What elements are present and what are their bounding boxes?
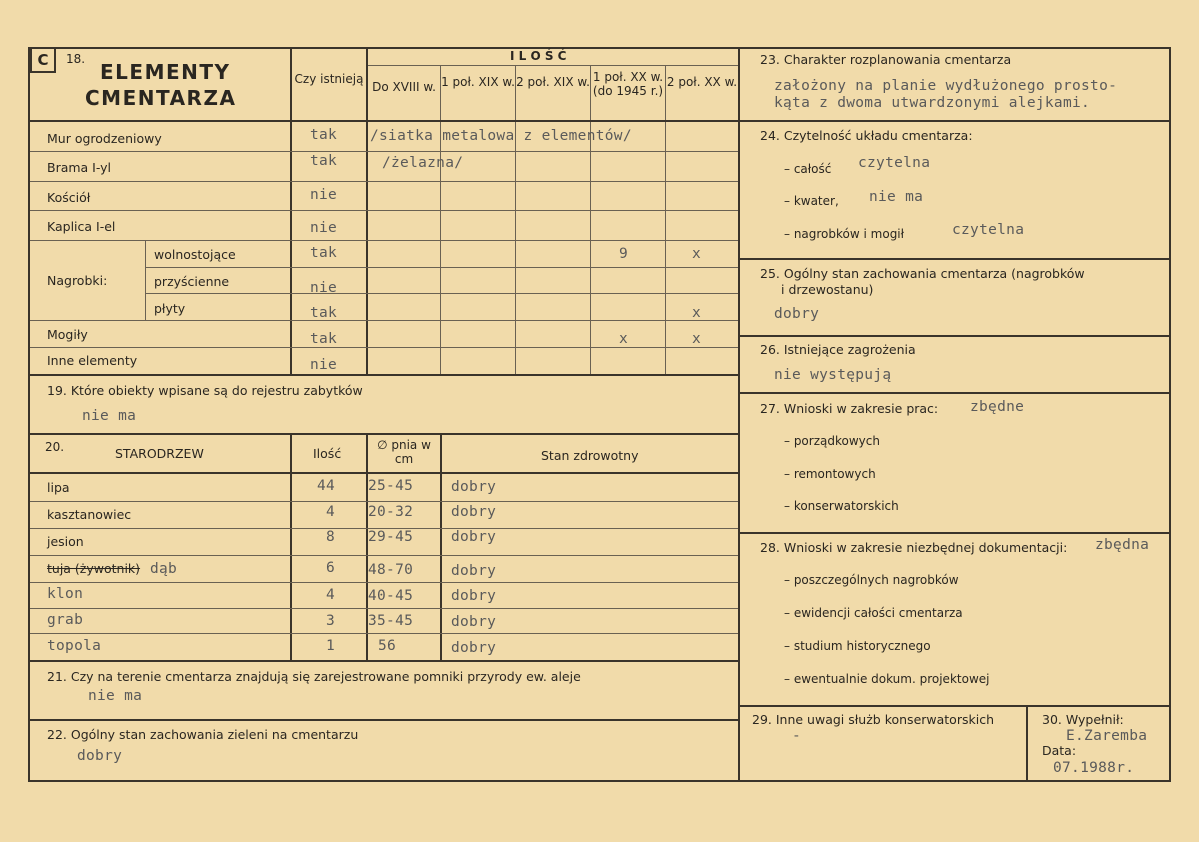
col-2pol-xx: 2 poł. XX w. xyxy=(666,75,738,89)
tree-name: kasztanowiec xyxy=(47,507,132,522)
tree-name: grab xyxy=(47,612,84,628)
wolnostojace-1polxx: 9 xyxy=(619,246,629,262)
tree-qty: 44 xyxy=(317,478,336,494)
tree-row-line xyxy=(30,608,738,609)
s28-item: – ewentualnie dokum. projektowej xyxy=(784,672,990,686)
s26-value: nie występują xyxy=(774,367,892,383)
tree-bottom-line xyxy=(28,660,740,662)
s24-item-label: – kwater, xyxy=(784,194,839,208)
s29-s30-divider xyxy=(1026,705,1028,782)
section-18-number: 18. xyxy=(66,52,86,66)
s23-line1: założony na planie wydłużonego prosto- xyxy=(774,78,1118,94)
tree-health: dobry xyxy=(451,640,497,656)
tree-health: dobry xyxy=(451,588,497,604)
tree-diameter: 25-45 xyxy=(368,478,414,494)
tree-health: dobry xyxy=(451,614,497,630)
mogily-1polxx: x xyxy=(619,331,629,347)
tree-row-line xyxy=(30,555,738,556)
tree-qty: 1 xyxy=(326,638,336,654)
s23-line2: kąta z dwoma utwardzonymi alejkami. xyxy=(774,95,1091,111)
row-przyscienne: przyścienne xyxy=(154,274,230,289)
note-siatka: /siatka metalowa z elementów/ xyxy=(370,128,632,144)
s27-label: 27. Wnioski w zakresie prac: xyxy=(760,401,939,416)
col-do-xviii: Do XVIII w. xyxy=(372,80,436,94)
s30-date: 07.1988r. xyxy=(1053,760,1135,776)
s25-value: dobry xyxy=(774,306,820,322)
exists-mur: tak xyxy=(310,127,338,143)
s24-item-label: – nagrobków i mogił xyxy=(784,227,905,241)
row-inne: Inne elementy xyxy=(47,353,138,368)
s21-value: nie ma xyxy=(88,688,143,704)
elements-bottom-line xyxy=(28,374,740,376)
col-1pol-xix: 1 poł. XIX w. xyxy=(441,75,515,89)
s20-col-qty: Ilość xyxy=(313,446,342,461)
tree-diameter: 20-32 xyxy=(368,504,414,520)
row-brama: Brama I-yl xyxy=(47,160,112,175)
tree-name-struck: tuja (żywotnik) xyxy=(47,561,141,576)
row-line xyxy=(30,181,738,182)
tree-diameter: 29-45 xyxy=(368,529,414,545)
s28-value: zbędna xyxy=(1095,537,1150,553)
tree-name: klon xyxy=(47,586,84,602)
row-line xyxy=(30,320,738,321)
s27-bottom-line xyxy=(740,532,1171,534)
s26-label: 26. Istniejące zagrożenia xyxy=(760,342,916,357)
s25-label: 25. Ogólny stan zachowania cmentarza (nagrobków xyxy=(760,266,1085,281)
s25-bottom-line xyxy=(740,335,1171,337)
exists-mogily: tak xyxy=(310,331,338,347)
exists-kosciol: nie xyxy=(310,187,338,203)
wolnostojace-2polxx: x xyxy=(692,246,702,262)
exists-brama: tak xyxy=(310,153,338,169)
column-divider xyxy=(738,47,740,782)
s28-label: 28. Wnioski w zakresie niezbędnej dokumentacji: xyxy=(760,540,1068,555)
tree-qty: 6 xyxy=(326,560,336,576)
tree-diameter: 35-45 xyxy=(368,613,414,629)
s23-bottom-line xyxy=(740,120,1171,122)
s24-item-value: nie ma xyxy=(869,189,924,205)
tree-name: topola xyxy=(47,638,102,654)
title-line1: ELEMENTY xyxy=(100,60,231,84)
s22-value: dobry xyxy=(77,748,123,764)
row-line xyxy=(145,293,738,294)
s24-item-value: czytelna xyxy=(952,222,1025,238)
exists-kaplica: nie xyxy=(310,220,338,236)
row-line xyxy=(30,347,738,348)
exists-inne: nie xyxy=(310,357,338,373)
s28-item: – poszczególnych nagrobków xyxy=(784,573,959,587)
row-nagrobki: Nagrobki: xyxy=(47,273,108,288)
s30-label: 30. Wypełnił: xyxy=(1042,712,1124,727)
row-line xyxy=(30,240,738,241)
s23-label: 23. Charakter rozplanowania cmentarza xyxy=(760,52,1012,67)
s25-label-cont: i drzewostanu) xyxy=(781,282,874,297)
frame-bottom xyxy=(28,780,1171,782)
tree-name: lipa xyxy=(47,480,70,495)
tree-diameter: 40-45 xyxy=(368,588,414,604)
s28-item: – studium historycznego xyxy=(784,639,931,653)
quantity-header: I L O Ś Ć xyxy=(510,49,567,63)
s27-item: – porządkowych xyxy=(784,434,880,448)
grid-col-line xyxy=(665,65,666,375)
s29-label: 29. Inne uwagi służb konserwatorskich xyxy=(752,712,994,727)
s24-bottom-line xyxy=(740,258,1171,260)
tree-header-line xyxy=(28,472,740,474)
row-plyty: płyty xyxy=(154,301,186,316)
tree-qty: 8 xyxy=(326,529,336,545)
tree-row-line xyxy=(30,633,738,634)
tree-row-line xyxy=(30,501,738,502)
tree-row-line xyxy=(30,582,738,583)
exists-plyty: tak xyxy=(310,305,338,321)
tree-name-overtyped: dąb xyxy=(150,561,178,577)
plyty-2polxx: x xyxy=(692,305,702,321)
s20-col-diameter: ∅ pnia w cm xyxy=(377,438,431,466)
exists-col-divider xyxy=(366,47,368,375)
tree-diameter: 48-70 xyxy=(368,562,414,578)
s21-label: 21. Czy na terenie cmentarza znajdują się zarejestrowane pomniki przyrody ew. aleje xyxy=(47,669,581,684)
row-mogily: Mogiły xyxy=(47,327,88,342)
elements-col-divider xyxy=(290,47,292,375)
s27-value: zbędne xyxy=(970,399,1025,415)
frame-left xyxy=(28,47,30,782)
tree-health: dobry xyxy=(451,479,497,495)
row-kaplica: Kaplica I-el xyxy=(47,219,116,234)
s20-number: 20. xyxy=(45,440,65,454)
row-line xyxy=(30,151,738,152)
quantity-header-line xyxy=(368,65,738,66)
card-code: C xyxy=(30,47,56,73)
tree-diameter: 56 xyxy=(378,638,397,654)
nagrobki-divider xyxy=(145,240,146,320)
s30-date-label: Data: xyxy=(1042,743,1077,758)
row-kosciol: Kościół xyxy=(47,190,91,205)
s30-name: E.Zaremba xyxy=(1066,728,1148,744)
frame-right xyxy=(1169,47,1171,782)
grid-col-line xyxy=(590,65,591,375)
s19-value: nie ma xyxy=(82,408,137,424)
tree-name: jesion xyxy=(47,534,84,549)
s28-bottom-line xyxy=(740,705,1171,707)
s21-bottom-line xyxy=(28,719,740,721)
tree-qty: 4 xyxy=(326,587,336,603)
exists-przyscienne: nie xyxy=(310,280,338,296)
grid-col-line xyxy=(440,65,441,375)
col-2pol-xix: 2 poł. XIX w. xyxy=(516,75,590,89)
row-mur: Mur ogrodzeniowy xyxy=(47,131,162,146)
s29-value: - xyxy=(792,728,802,744)
tree-health: dobry xyxy=(451,529,497,545)
note-zelazna: /żelazna/ xyxy=(382,155,464,171)
frame-top xyxy=(28,47,1171,49)
s27-item: – konserwatorskich xyxy=(784,499,899,513)
tree-health: dobry xyxy=(451,504,497,520)
s24-item-label: – całość xyxy=(784,162,832,176)
s19-label: 19. Które obiekty wpisane są do rejestru zabytków xyxy=(47,383,363,398)
s19-bottom-line xyxy=(28,433,740,435)
s20-title: STARODRZEW xyxy=(115,446,204,461)
s28-item: – ewidencji całości cmentarza xyxy=(784,606,963,620)
s26-bottom-line xyxy=(740,392,1171,394)
s20-col-health: Stan zdrowotny xyxy=(541,448,639,463)
s24-label: 24. Czytelność układu cmentarza: xyxy=(760,128,973,143)
tree-col-divider xyxy=(290,433,292,661)
tree-qty: 3 xyxy=(326,613,336,629)
tree-health: dobry xyxy=(451,563,497,579)
row-line xyxy=(145,267,738,268)
header-bottom-line xyxy=(28,120,740,122)
title-line2: CMENTARZA xyxy=(85,86,237,110)
grid-col-line xyxy=(515,65,516,375)
tree-col-divider xyxy=(440,433,442,661)
row-wolnostojace: wolnostojące xyxy=(154,247,236,262)
col-1pol-xx: 1 poł. XX w. (do 1945 r.) xyxy=(592,70,664,98)
s24-item-value: czytelna xyxy=(858,155,931,171)
s27-item: – remontowych xyxy=(784,467,876,481)
exists-wolnostojace: tak xyxy=(310,245,338,261)
s22-label: 22. Ogólny stan zachowania zieleni na cmentarzu xyxy=(47,727,359,742)
mogily-2polxx: x xyxy=(692,331,702,347)
tree-qty: 4 xyxy=(326,504,336,520)
row-line xyxy=(30,210,738,211)
exists-header: Czy istnieją xyxy=(294,72,364,86)
